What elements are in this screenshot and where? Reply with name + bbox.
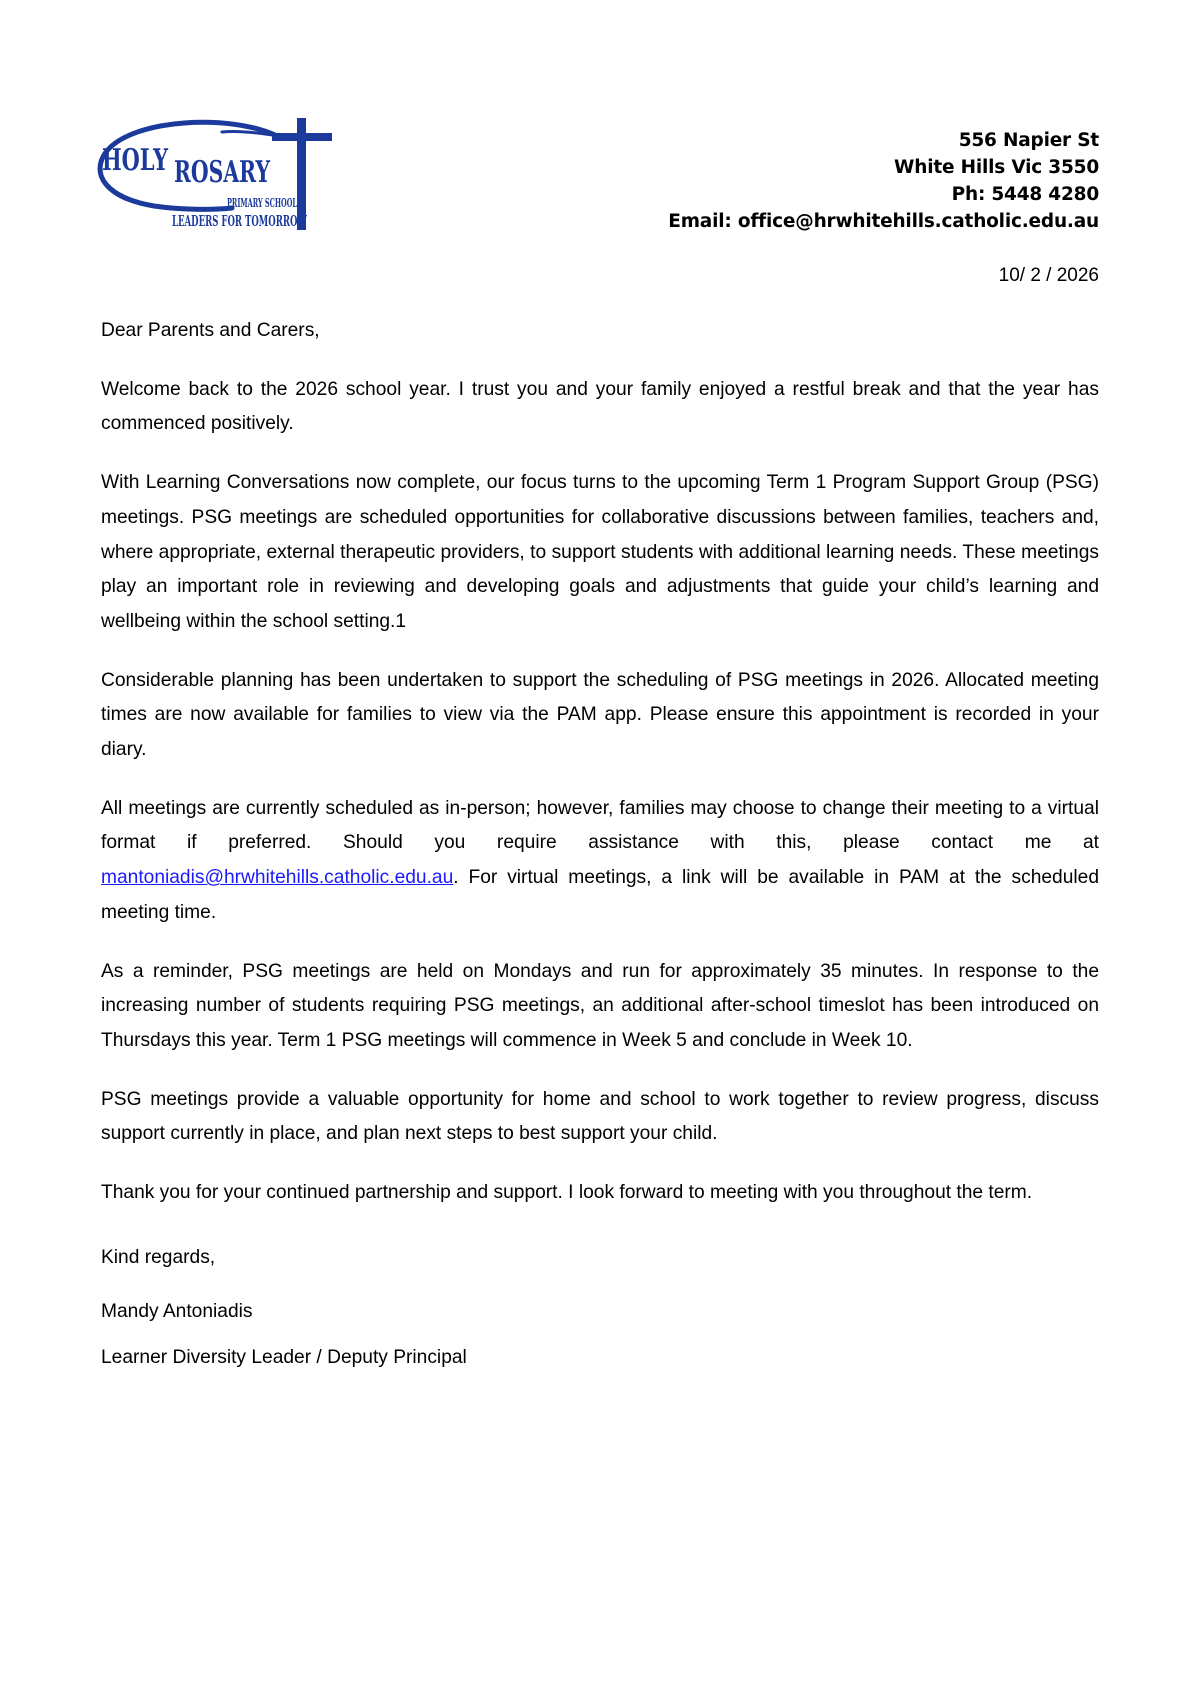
letter-body [101, 314, 1099, 1235]
address-suburb: White Hills Vic 3550 [894, 157, 1099, 178]
school-address-block [668, 127, 1099, 235]
closing: Kind regards, [101, 1247, 216, 1268]
address-street: 556 Napier St [958, 130, 1099, 151]
logo-name-line2: ROSARY [174, 155, 271, 190]
signer-name: Mandy Antoniadis [101, 1301, 253, 1322]
paragraph-value: PSG meetings provide a valuable opportunity for home and school to work together to review progress, discuss support currently in place, and plan next steps to best support your child. [101, 1088, 1099, 1145]
paragraph-thanks: Thank you for your continued partnership and support. I look forward to meeting with you throughout the term. [101, 1182, 1033, 1204]
contact-email-link[interactable]: mantoniadis@hrwhitehills.catholic.edu.au [101, 867, 454, 889]
virtual-text-before: All meetings are currently scheduled as in-person; however, families may choose to change their meeting to a virtual format if preferred. Should you require assistance with this, please contact me at [101, 797, 1099, 854]
logo-subtitle: PRIMARY SCHOOL [227, 196, 298, 210]
school-phone: Ph: 5448 4280 [951, 184, 1099, 205]
school-email: Email: office@hrwhitehills.catholic.edu.au [668, 211, 1099, 232]
virtual-text-after: . For virtual meetings, a link will be available in PAM at the scheduled meeting time. [101, 867, 1099, 923]
logo-motto: LEADERS FOR TOMORROW [172, 212, 308, 230]
paragraph-welcome: Welcome back to the 2026 school year. I trust you and your family enjoyed a restful break and that the year has commenced positively. [101, 378, 1099, 435]
paragraph-reminder: As a reminder, PSG meetings are held on Mondays and run for approximately 35 minutes. In response to the increasing number of students requiring PSG meetings, an additional after-school timeslot has been introduced on Thursdays this year. Term 1 PSG meetings will commence in Week 5 and conclude in Week 10. [101, 960, 1099, 1051]
signer-title: Learner Diversity Leader / Deputy Principal [101, 1347, 467, 1368]
paragraph-virtual-meetings [101, 792, 1099, 931]
school-logo [92, 118, 342, 240]
letter-date: 10/ 2 / 2026 [998, 265, 1099, 286]
paragraph-psg-intro: With Learning Conversations now complete, our focus turns to the upcoming Term 1 Program Support Group (PSG) meetings. PSG meetings are scheduled opportunities for collaborative discussions between families, teachers and, where appropriate, external therapeutic providers, to support students with additional learning needs. These meetings play an important role in reviewing and developing goals and adjustments that guide your child’s learning and wellbeing within the school setting.1 [101, 472, 1099, 632]
logo-name-line1: HOLY [102, 143, 169, 178]
salutation: Dear Parents and Carers, [101, 320, 320, 341]
paragraph-scheduling: Considerable planning has been undertaken to support the scheduling of PSG meetings in 2026. Allocated meeting times are now available for families to view via the PAM app. Please ensure this appointment is recorded in your diary. [101, 669, 1099, 761]
